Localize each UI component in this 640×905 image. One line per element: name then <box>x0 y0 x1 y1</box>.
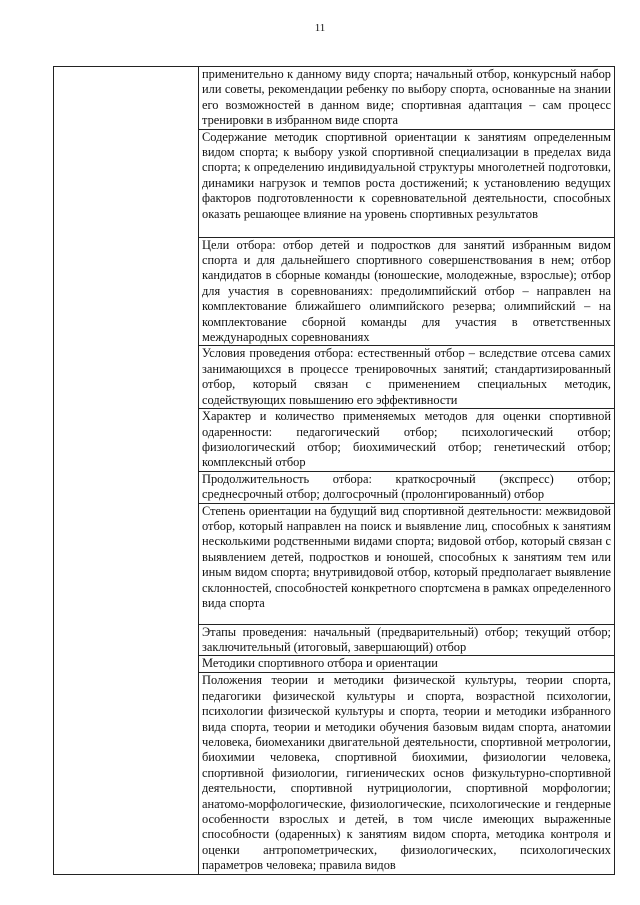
table-cell-text: Методики спортивного отбора и ориентации <box>199 656 615 673</box>
table-cell-text: применительно к данному виду спорта; начальный отбор, конкурсный набор или советы, рекомендации ребенку по выбору спорта, основанные на знании его возможностей в данном виде; спортивная адаптация – сам процесс тренировки в избранном виде спорта <box>199 67 615 130</box>
table-cell-text: Положения теории и методики физической культуры, теории спорта, педагогики физической культуры и спорта, возрастной психологии, психологии физической культуры и спорта, теории и методики избранного вида спорта, теории и методики обучения базовым видам спорта, анатомии человека, биомеханики двигательной деятельности, спортивной метрологии, биохимии человека, спортивной биохимии, физиологии человека, спортивной физиологии, гигиенических основ физкультурно-спортивной деятельности, спортивной нутрициологии, спортивной морфологии; анатомо-морфологические, физиологические, психологические и гендерные особенности взрослых и детей, в том числе имеющих выраженные способности (одаренных) к занятиям видом спорта, методика контроля и оценки антропометрических, физиологических, психологических параметров человека; правила видов <box>199 673 615 874</box>
table-cell-text: Степень ориентации на будущий вид спортивной деятельности: межвидовой отбор, который направлен на поиск и выявление лиц, способных к занятиям несколькими родственными видами спорта; видовой отбор, который связан с выявлением детей, подростков и юношей, способных к занятиям тем или иным видом спорта; внутривидовой отбор, который предполагает выявление склонностей, способностей конкретного спортсмена в рамках определенного вида спорта <box>199 503 615 624</box>
table-cell-text: Этапы проведения: начальный (предварительный) отбор; текущий отбор; заключительный (итоговый, завершающий) отбор <box>199 624 615 656</box>
page-number: 11 <box>314 22 326 34</box>
table-row <box>54 67 615 130</box>
table-left-column-cell <box>54 67 199 875</box>
table-cell-text: Цели отбора: отбор детей и подростков для занятий избранным видом спорта и для дальнейшего спортивного совершенствования в нем; отбор кандидатов в сборные команды (юношеские, молодежные, взрослые); отбор для участия в соревнованиях: предолимпийский отбор – направлен на комплектование ближайшего олимпийского резерва; олимпийский – на комплектование сборной команды для участия в ответственных международных соревнованиях <box>199 237 615 346</box>
table-cell-text: Содержание методик спортивной ориентации к занятиям определенным видом спорта; к выбору узкой спортивной специализации в пределах вида спорта; к определению индивидуальной структуры многолетней подготовки, динамики нагрузок и темпов роста достижений; к установлению ведущих факторов подготовленности к соревновательной деятельности, способных оказать решающее влияние на уровень спортивных результатов <box>199 129 615 237</box>
table-cell-text: Условия проведения отбора: естественный отбор – вследствие отсева самих занимающихся в процессе тренировочных занятий; стандартизированный отбор, который связан с применением специальных методик, содействующих повышению его эффективности <box>199 346 615 409</box>
table-cell-text: Характер и количество применяемых методов для оценки спортивной одаренности: педагогический отбор; психологический отбор; физиологический отбор; биохимический отбор; генетический отбор; комплексный отбор <box>199 409 615 472</box>
table-cell-text: Продолжительность отбора: краткосрочный (экспресс) отбор; среднесрочный отбор; долгосрочный (пролонгированный) отбор <box>199 471 615 503</box>
requirements-table <box>53 66 615 875</box>
